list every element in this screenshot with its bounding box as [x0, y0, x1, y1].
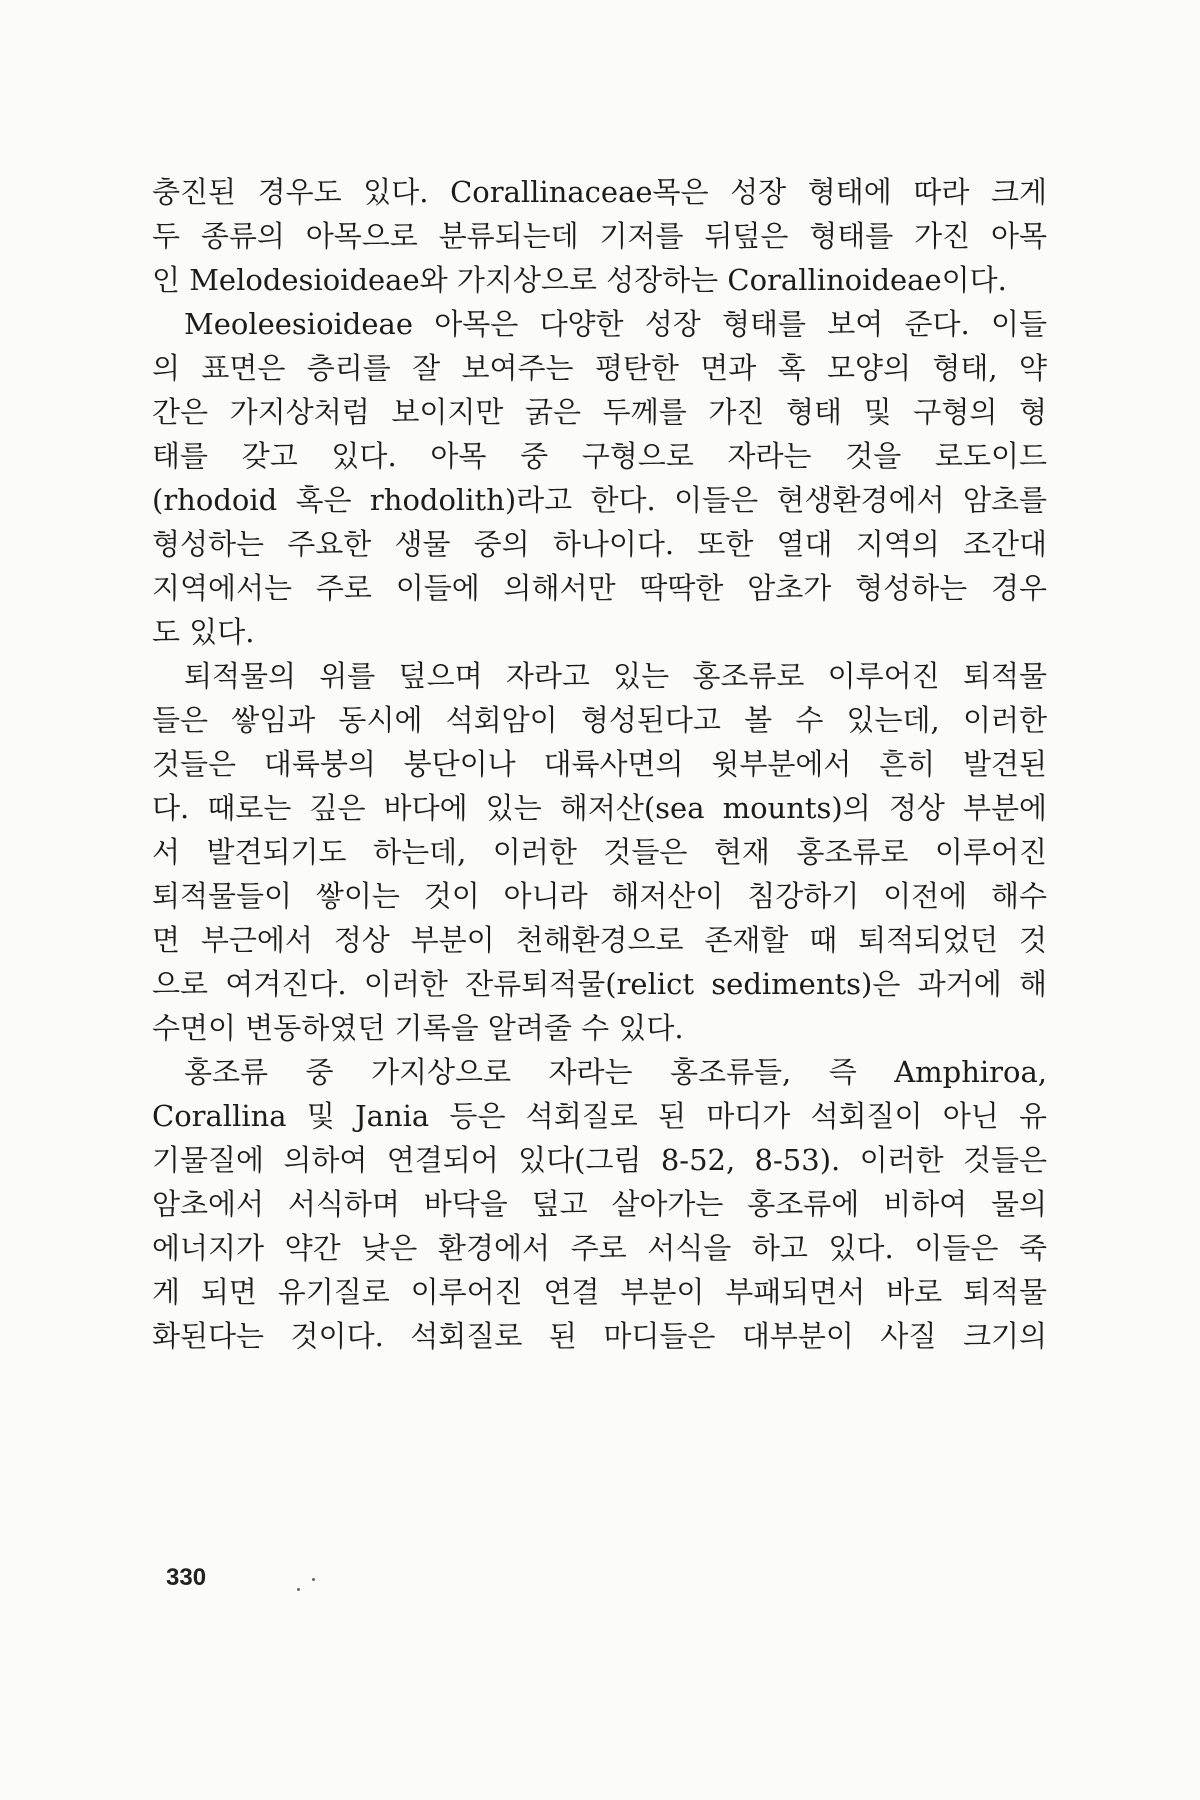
text-line: 들은 쌓임과 동시에 석회암이 형성된다고 볼 수 있는데, 이러한: [152, 703, 1047, 737]
page-number: 330: [166, 1564, 207, 1591]
text-line: 게 되면 유기질로 이루어진 연결 부분이 부패되면서 바로 퇴적물: [152, 1275, 1047, 1309]
text-line: 에너지가 약간 낮은 환경에서 주로 서식을 하고 있다. 이들은 죽: [152, 1231, 1047, 1265]
text-line: 인 Melodesioideae와 가지상으로 성장하는 Corallinoideae이다.: [152, 263, 1007, 297]
text-line: 서 발견되기도 하는데, 이러한 것들은 현재 홍조류로 이루어진: [152, 835, 1047, 869]
text-line: 의 표면은 층리를 잘 보여주는 평탄한 면과 혹 모양의 형태, 약: [152, 351, 1047, 385]
text-line: 수면이 변동하였던 기록을 알려줄 수 있다.: [152, 1011, 684, 1045]
text-line: 기물질에 의하여 연결되어 있다(그림 8-52, 8-53). 이러한 것들은: [152, 1143, 1047, 1177]
paragraph-start-line: 퇴적물의 위를 덮으며 자라고 있는 홍조류로 이루어진 퇴적물: [184, 659, 1047, 693]
text-line: 간은 가지상처럼 보이지만 굵은 두께를 가진 형태 및 구형의 형: [152, 395, 1047, 429]
text-line: 으로 여겨진다. 이러한 잔류퇴적물(relict sediments)은 과거에 해: [152, 967, 1047, 1001]
text-line: 형성하는 주요한 생물 중의 하나이다. 또한 열대 지역의 조간대: [152, 527, 1047, 561]
text-line: 두 종류의 아목으로 분류되는데 기저를 뒤덮은 형태를 가진 아목: [152, 219, 1047, 253]
text-line: (rhodoid 혹은 rhodolith)라고 한다. 이들은 현생환경에서 암초를: [152, 483, 1047, 517]
text-line: 지역에서는 주로 이들에 의해서만 딱딱한 암초가 형성하는 경우: [152, 571, 1047, 605]
text-line: 것들은 대륙붕의 붕단이나 대륙사면의 윗부분에서 흔히 발견된: [152, 747, 1047, 781]
text-line: 도 있다.: [152, 615, 255, 649]
text-line: 다. 때로는 깊은 바다에 있는 해저산(sea mounts)의 정상 부분에: [152, 791, 1047, 825]
text-line: 면 부근에서 정상 부분이 천해환경으로 존재할 때 퇴적되었던 것: [152, 923, 1047, 957]
text-line: 화된다는 것이다. 석회질로 된 마디들은 대부분이 사질 크기의: [152, 1319, 1047, 1353]
paragraph-start-line: 홍조류 중 가지상으로 자라는 홍조류들, 즉 Amphiroa,: [184, 1055, 1047, 1089]
scan-speck: [297, 1588, 300, 1591]
text-line: 퇴적물들이 쌓이는 것이 아니라 해저산이 침강하기 이전에 해수: [152, 879, 1047, 913]
text-line: 암초에서 서식하며 바닥을 덮고 살아가는 홍조류에 비하여 물의: [152, 1187, 1047, 1221]
text-line: 충진된 경우도 있다. Corallinaceae목은 성장 형태에 따라 크게: [152, 175, 1047, 209]
text-line: Corallina 및 Jania 등은 석회질로 된 마디가 석회질이 아닌 유: [152, 1099, 1047, 1133]
paragraph-start-line: Meoleesioideae 아목은 다양한 성장 형태를 보여 준다. 이들: [184, 307, 1047, 341]
scan-speck: [312, 1578, 315, 1581]
text-line: 태를 갖고 있다. 아목 중 구형으로 자라는 것을 로도이드: [152, 439, 1047, 473]
